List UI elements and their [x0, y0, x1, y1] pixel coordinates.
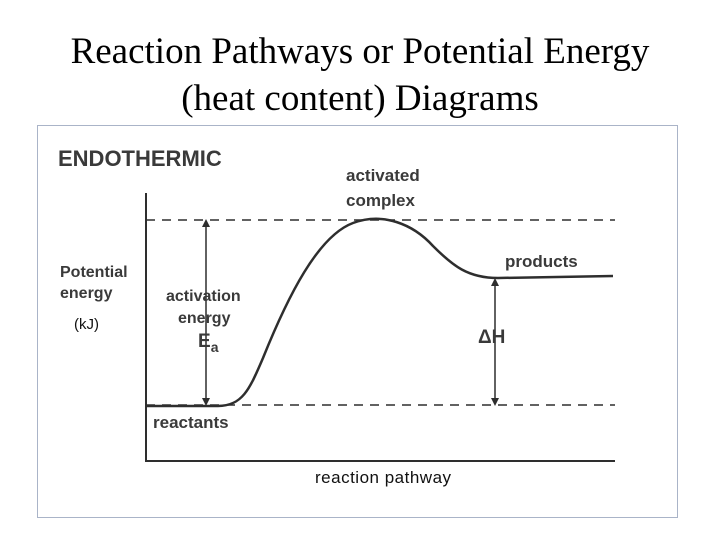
reactants-label: reactants	[153, 413, 229, 432]
slide-title-line-1: Reaction Pathways or Potential Energy	[70, 31, 650, 72]
energy-diagram-figure	[37, 125, 678, 518]
diagram-heading: ENDOTHERMIC	[58, 146, 222, 171]
ea-symbol	[198, 331, 219, 355]
slide-title-line-2: (heat content) Diagrams	[181, 78, 539, 119]
y-axis-unit: (kJ)	[74, 316, 99, 333]
delta-h-label: ΔH	[478, 327, 506, 348]
energy-diagram	[38, 126, 679, 519]
ea-subscript: a	[210, 339, 219, 355]
ea-letter: E	[198, 331, 211, 352]
y-axis-label-line-2: energy	[60, 285, 113, 302]
activated-complex-label-line-1: activated	[346, 166, 420, 185]
slide-title	[0, 28, 720, 122]
products-label: products	[505, 252, 578, 271]
activation-energy-label-line-1: activation	[166, 288, 241, 305]
y-axis-label-line-1: Potential	[60, 264, 128, 281]
activation-energy-label-line-2: energy	[178, 310, 231, 327]
activated-complex-label-line-2: complex	[346, 191, 415, 210]
x-axis-label: reaction pathway	[315, 468, 452, 487]
